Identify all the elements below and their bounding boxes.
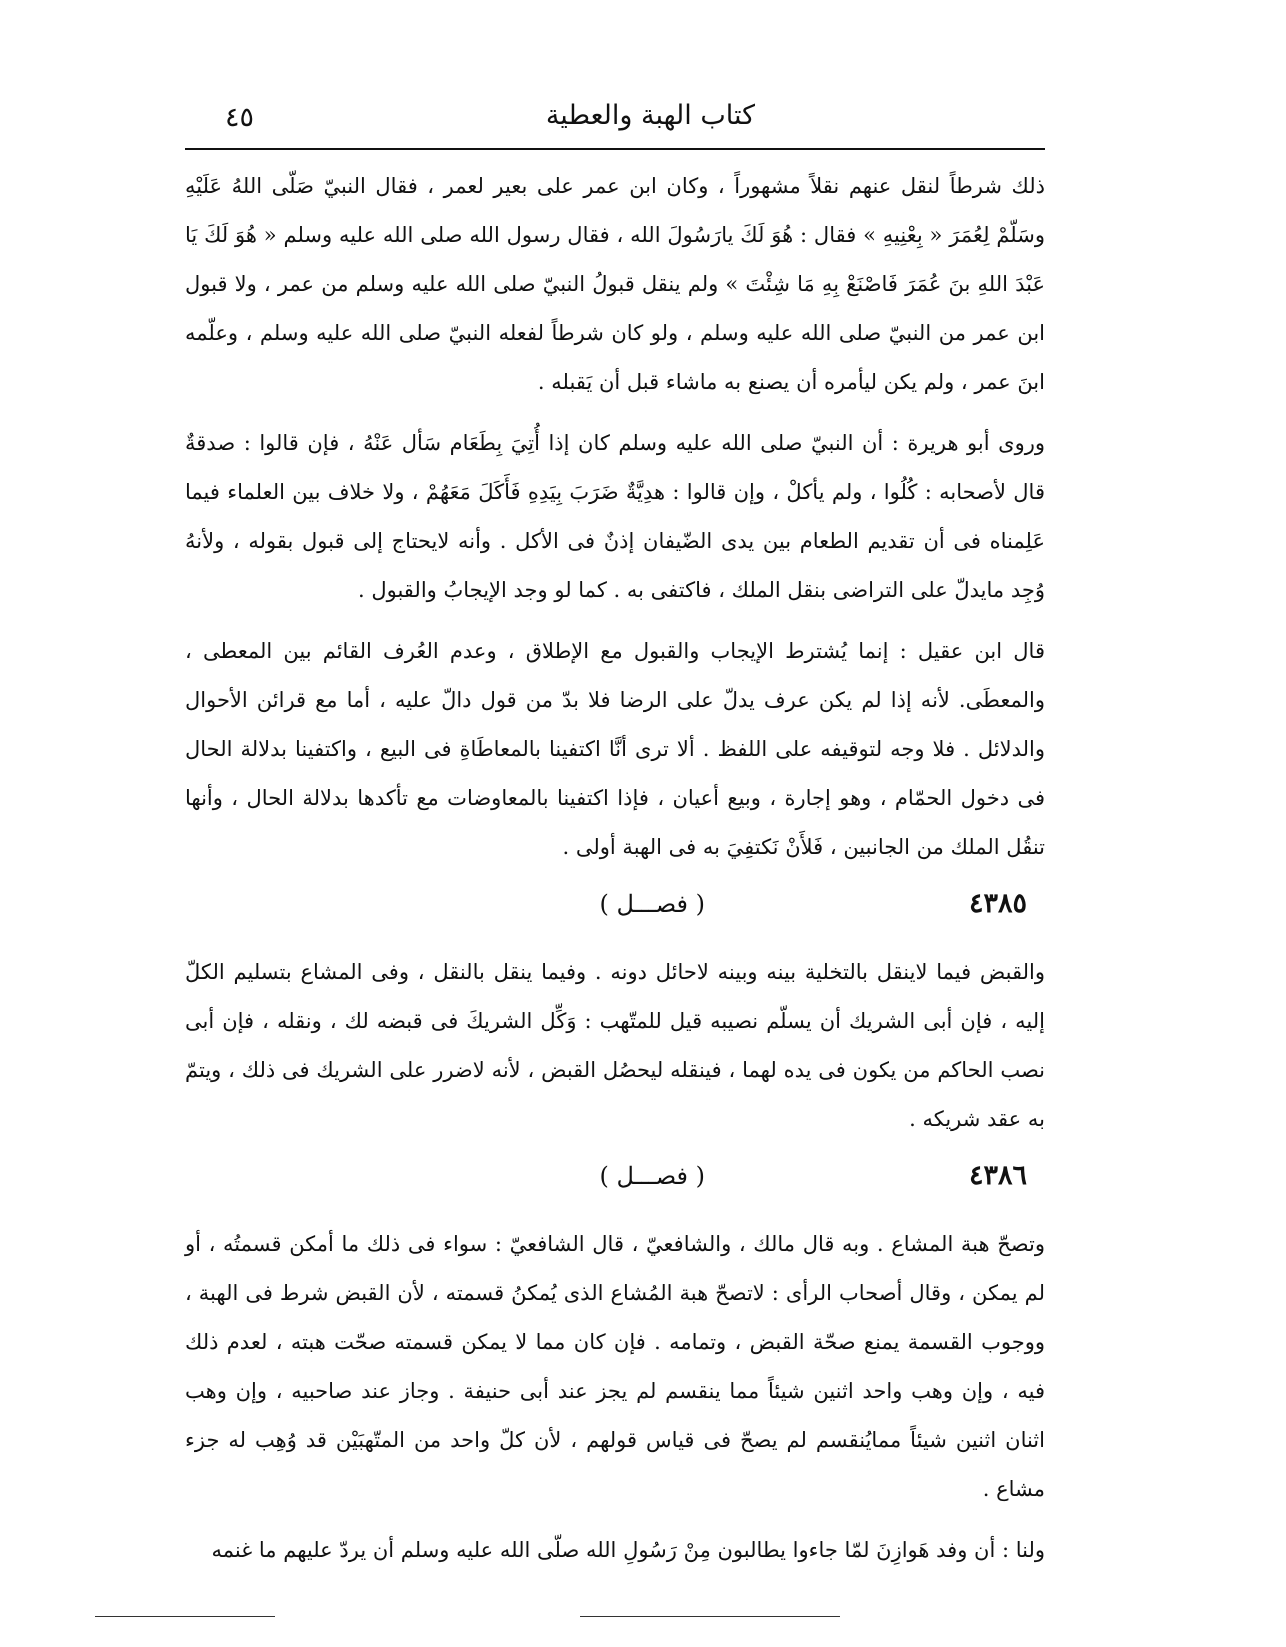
section-label: ( فصـــل ) [599, 1162, 705, 1190]
paragraph: وتصحّ هبة المشاع . وبه قال مالك ، والشافعيّ ، قال الشافعيّ : سواء فى ذلك ما أمكن قسمتُه ، أو لم يمكن ، وقال أصحاب الرأى : لاتصحّ هبة المُشاع الذى يُمكنُ قسمته ، لأن القبض شرط فى الهبة ، ووجوب القسمة يمنع صحّة القبض ، وتمامه . فإن كان مما لا يمكن قسمته صحّت هبته ، لعدم ذلك فيه ، وإن وهب واحد اثنين شيئاً مما ينقسم لم يجز عند أبى حنيفة . وجاز عند صاحبيه ، وإن وهب اثنان اثنين شيئاً ممايُنقسم لم يصحّ فى قياس قولهم ، لأن كلّ واحد من المتّهبَيْن قد وُهِب له جزء مشاع . [185, 1232, 1045, 1501]
footnote-rule-left [95, 1616, 275, 1617]
section-heading [185, 1152, 1045, 1214]
paragraph: وروى أبو هريرة : أن النبيّ صلى الله عليه وسلم كان إذا أُتِيَ بِطَعَام سَأل عَنْهُ ، فإن قالوا : صدقةٌ قال لأصحابه : كُلُوا ، ولم يأكلْ ، وإن قالوا : هدِيَّةٌ ضَرَبَ بِيَدِهِ فَأَكَلَ مَعَهُمْ ، ولا خلاف بين العلماء فيما عَلِمناه فى أن تقديم الطعام بين يدى الضّيفان إذنٌ فى الأكل . وأنه لايحتاج إلى قبول بقوله ، ولأنهُ وُجِد مايدلّ على التراضى بنقل الملك ، فاكتفى به . كما لو وجد الإيجابُ والقبول . [185, 431, 1045, 602]
footnote-rule-center [580, 1616, 840, 1617]
page-header [185, 100, 1045, 140]
page-number: ٤٥ [225, 102, 255, 133]
section-label: ( فصـــل ) [599, 890, 705, 918]
section-heading [185, 880, 1045, 942]
running-title: كتاب الهبة والعطية [545, 100, 755, 131]
section-number: ٤٣٨٥ [968, 888, 1027, 919]
paragraph: والقبض فيما لاينقل بالتخلية بينه وبينه لاحائل دونه . وفيما ينقل بالنقل ، وفى المشاع بتسليم الكلّ إليه ، فإن أبى الشريك أن يسلّم نصيبه قيل للمتّهب : وَكِّل الشريكَ فى قبضه لك ، ونقله ، فإن أبى نصب الحاكم من يكون فى يده لهما ، فينقله ليحصُل القبض ، لأنه لاضرر على الشريك فى ذلك ، ويتمّ به عقد شريكه . [185, 960, 1045, 1131]
paragraph: ذلك شرطاً لنقل عنهم نقلاً مشهوراً ، وكان ابن عمر على بعير لعمر ، فقال النبيّ صَلّى اللهُ عَلَيْهِ وسَلّمْ لِعُمَرَ « بِعْنِيهِ » فقال : هُوَ لَكَ يارَسُولَ الله ، فقال رسول الله صلى الله عليه وسلم « هُوَ لَكَ يَا عَبْدَ اللهِ بنَ عُمَرَ فَاصْنَعْ بِهِ مَا شِئْتَ » ولم ينقل قبولُ النبيّ صلى الله عليه وسلم من عمر ، ولا قبول ابن عمر من النبيّ صلى الله عليه وسلم ، ولو كان شرطاً لفعله النبيّ صلى الله عليه وسلم ، وعلّمه ابنَ عمر ، ولم يكن ليأمره أن يصنع به ماشاء قبل أن يَقبله . [185, 174, 1045, 394]
header-rule [185, 148, 1045, 150]
page-body [185, 162, 1045, 1575]
paragraph: قال ابن عقيل : إنما يُشترط الإيجاب والقبول مع الإطلاق ، وعدم العُرف القائم بين المعطى ، والمعطَى. لأنه إذا لم يكن عرف يدلّ على الرضا فلا بدّ من قول دالّ عليه ، أما مع قرائن الأحوال والدلائل . فلا وجه لتوقيفه على اللفظ . ألا ترى أنَّا اكتفينا بالمعاطَاةِ فى البيع ، واكتفينا بدلالة الحال فى دخول الحمّام ، وهو إجارة ، وبيع أعيان ، فإذا اكتفينا بالمعاوضات مع تأكدها بدلالة الحال ، وأنها تنقُل الملك من الجانبين ، فَلأَنْ نَكتفِيَ به فى الهبة أولى . [185, 639, 1045, 859]
section-number: ٤٣٨٦ [968, 1160, 1027, 1191]
paragraph: ولنا : أن وفد هَوازِنَ لمّا جاءوا يطالبون مِنْ رَسُولِ الله صلّى الله عليه وسلم أن يردّ عليهم ما غنمه [211, 1538, 1045, 1562]
